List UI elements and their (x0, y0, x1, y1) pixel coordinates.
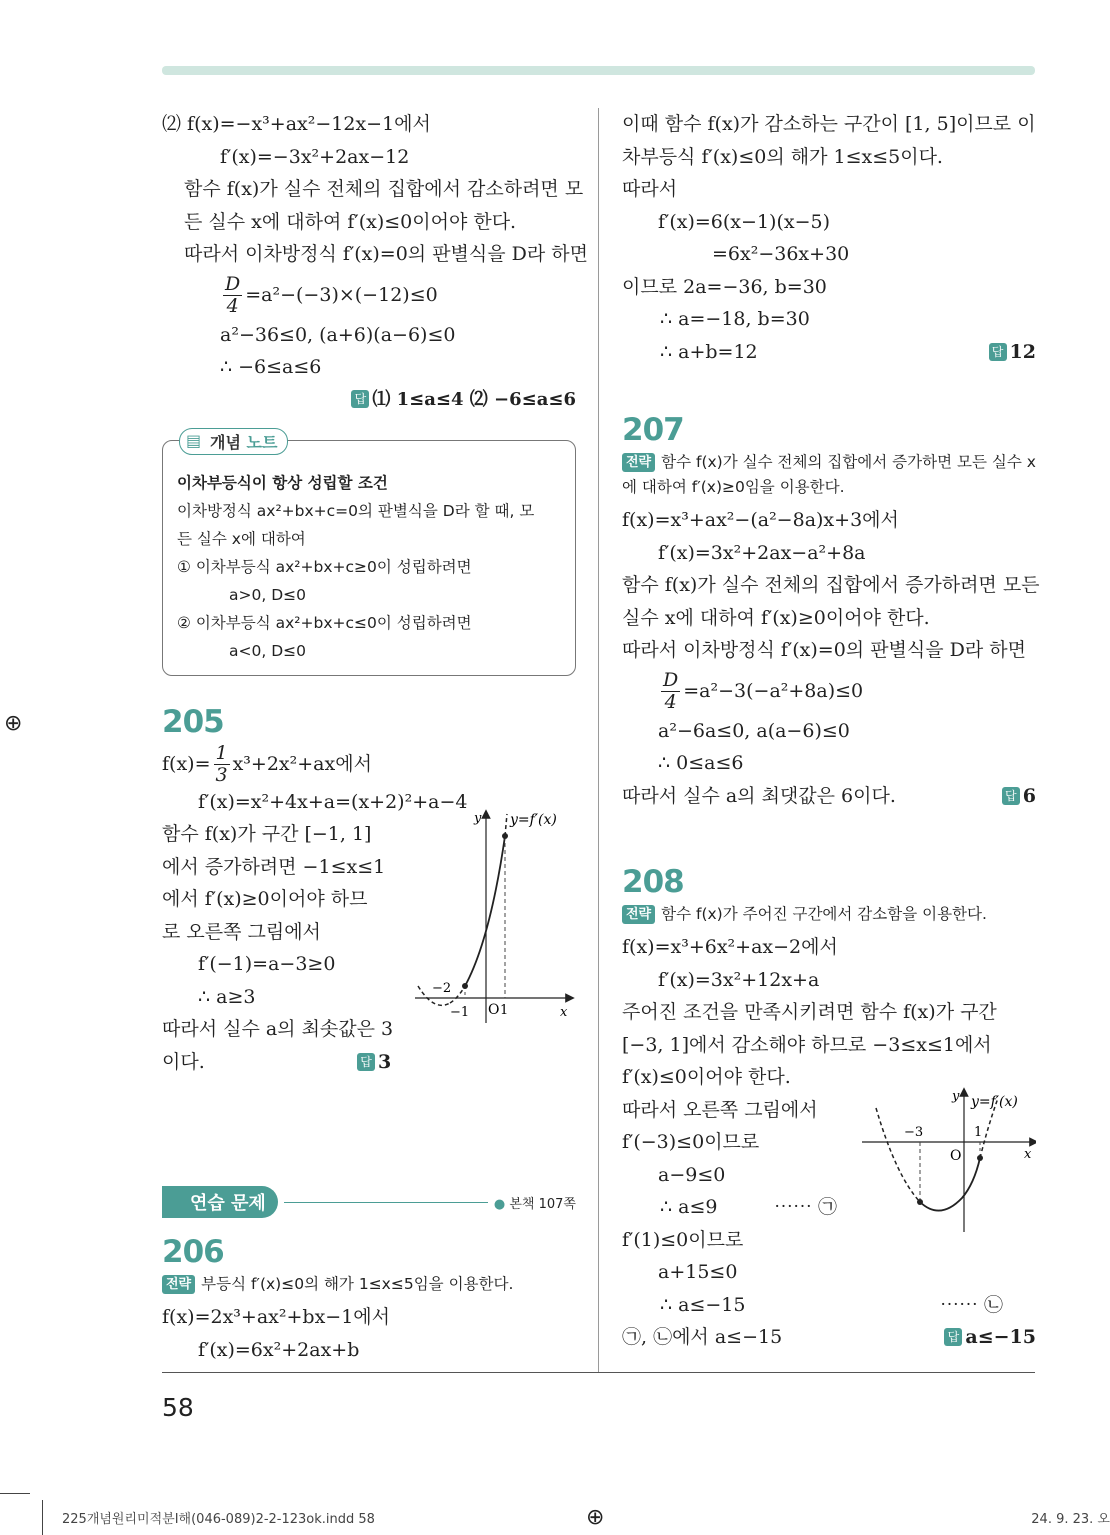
point (462, 983, 468, 989)
text-line: a²−6a≤0, a(a−6)≤0 (658, 719, 850, 742)
x-label: x (1024, 1146, 1032, 1162)
text-span: ∴ a≤9 (660, 1196, 718, 1218)
strategy-tag: 전략 (162, 1275, 195, 1294)
note-line: a>0, D≤0 (229, 585, 306, 604)
text-line: ∴ −6≤a≤6 (220, 356, 322, 378)
text-span: 이다. (162, 1050, 205, 1073)
text-line: 주어진 조건을 만족시키려면 함수 f(x)가 구간 (622, 1001, 997, 1023)
note-label-1: 개념 (210, 432, 241, 452)
strategy-207-cont: 에 대하여 f′(x)≥0임을 이용한다. (622, 478, 845, 496)
answer-208 (944, 1321, 1036, 1354)
curve-label: y=f′(x) (510, 812, 557, 828)
text-line: ∴ 0≤a≤6 (658, 752, 744, 774)
origin-label: O (488, 1002, 500, 1018)
answer-badge: 답 (944, 1328, 962, 1346)
text-line: f′(x)=x²+4x+a=(x+2)²+a−4 (198, 790, 468, 813)
answer-value: a≤−15 (965, 1326, 1036, 1348)
text-line: 에서 증가하려면 −1≤x≤1 (162, 855, 386, 878)
denominator: 4 (664, 691, 677, 713)
answer-value: ⑴ 1≤a≤4 ⑵ −6≤a≤6 (372, 388, 576, 410)
footer-rule (162, 1372, 1035, 1373)
notebook-icon: ▤ (186, 430, 202, 450)
curve-dashed (876, 1108, 920, 1202)
text-line: a+15≤0 (658, 1261, 738, 1283)
text-line: [−3, 1]에서 감소해야 하므로 −3≤x≤1에서 (622, 1033, 992, 1056)
point (977, 1155, 983, 1161)
text-line (162, 1046, 576, 1079)
answer-value: 6 (1022, 784, 1036, 807)
footer-file: 225개념원리미적분Ⅰ해(046-089)2-2-123ok.indd 58 (62, 1512, 375, 1527)
problem-number-205: 205 (162, 703, 224, 740)
answer-value: 12 (1009, 340, 1036, 363)
text-span: f(x)= (162, 752, 211, 775)
practice-ref-text: 본책 107쪽 (509, 1196, 576, 1212)
text-line: 차부등식 f′(x)≤0의 해가 1≤x≤5이다. (622, 145, 943, 168)
fraction (214, 744, 230, 785)
answer-206 (989, 336, 1036, 369)
fraction-line (162, 271, 576, 319)
text-line: 로 오른쪽 그림에서 (162, 920, 321, 943)
practice-ref (494, 1193, 576, 1212)
text-span: ∴ a≤−15 (660, 1293, 746, 1316)
graph-205 (410, 808, 580, 1028)
point (502, 833, 508, 839)
point (917, 1199, 923, 1205)
x-label: x (560, 1005, 568, 1020)
header-bar (162, 66, 1035, 75)
note-title: 이차부등식이 항상 성립할 조건 (177, 473, 388, 492)
text-span: ∴ a+b=12 (660, 340, 758, 363)
answer-badge: 답 (357, 1053, 375, 1071)
text-line: 따라서 오른쪽 그림에서 (622, 1098, 818, 1121)
column-divider (598, 108, 599, 1373)
strategy-tag: 전략 (622, 905, 655, 924)
text-line: 따라서 (622, 178, 678, 200)
note-line: 이차방정식 ax²+bx+c=0의 판별식을 D라 할 때, 모 (177, 501, 535, 520)
curve-dashed (505, 814, 507, 836)
problem-number-208: 208 (622, 864, 684, 900)
strategy-208 (622, 902, 1036, 927)
curve-solid (920, 1158, 980, 1211)
problem-number-207: 207 (622, 412, 684, 448)
crop-mark (0, 1493, 30, 1494)
strategy-tag: 전략 (622, 453, 655, 472)
fraction (223, 275, 242, 316)
equation-marker: ⋯⋯ ㉠ (774, 1196, 838, 1218)
practice-rule (284, 1202, 488, 1203)
answer-value: 3 (378, 1050, 392, 1073)
note-line: ① 이차부등식 ax²+bx+c≥0이 성립하려면 (177, 557, 472, 576)
text-line (622, 780, 1036, 813)
footer-date: 24. 9. 23. 오 (1031, 1512, 1110, 1527)
text-line: f′(x)≤0이어야 한다. (622, 1066, 791, 1088)
origin-label: O (950, 1147, 962, 1164)
strategy-206 (162, 1272, 576, 1297)
text-line: 따라서 실수 a의 최솟값은 3 (162, 1018, 394, 1040)
text-span: =a²−3(−a²+8a)≤0 (683, 679, 864, 702)
registration-mark-icon: ⊕ (4, 711, 23, 736)
text-line: ∴ a≥3 (198, 985, 256, 1008)
answer-205 (357, 1046, 391, 1079)
text-line: =6x²−36x+30 (712, 243, 850, 265)
text-line: 따라서 이차방정식 f′(x)=0의 판별식을 D라 하면 (184, 243, 588, 265)
note-label (179, 428, 288, 455)
answer-badge: 답 (1002, 787, 1020, 805)
text-line: f′(x)=6(x−1)(x−5) (658, 210, 830, 233)
text-span: 따라서 실수 a의 최댓값은 6이다. (622, 784, 896, 807)
equation-marker: ⋯⋯ ㉡ (940, 1293, 1004, 1316)
strategy-207 (622, 450, 1036, 475)
text-line: f′(−3)≤0이므로 (622, 1131, 760, 1153)
numerator: 1 (215, 742, 228, 764)
problem-number-206: 206 (162, 1234, 224, 1270)
problem-205-body (162, 811, 576, 1078)
text-line: 함수 f(x)가 구간 [−1, 1] (162, 823, 372, 845)
text-line: f′(1)≤0이므로 (622, 1228, 744, 1251)
note-label-2: 노트 (246, 432, 278, 452)
answer-badge: 답 (989, 343, 1007, 361)
page-number: 58 (162, 1393, 194, 1422)
text-line: f(x)=x³+ax²−(a²−8a)x+3에서 (622, 509, 899, 531)
strategy-text: 부등식 f′(x)≤0의 해가 1≤x≤5임을 이용한다. (201, 1275, 514, 1293)
tick-label: −1 (450, 1005, 470, 1020)
denominator: 3 (215, 764, 228, 786)
fraction (661, 671, 680, 712)
strategy-text: 함수 f(x)가 주어진 구간에서 감소함을 이용한다. (661, 905, 987, 923)
problem-208-body (622, 1088, 1036, 1354)
curve-dashed (450, 986, 465, 1003)
text-line: =a²−(−3)×(−12)≤0 (245, 283, 438, 306)
curve-solid (465, 836, 505, 986)
fraction-line (622, 667, 1036, 715)
answer-badge: 답 (351, 390, 369, 408)
text-line (622, 1321, 1036, 1354)
tick-label: −2 (432, 981, 452, 996)
text-line: f′(x)=−3x²+2ax−12 (220, 145, 410, 168)
registration-mark-icon: ⊕ (586, 1505, 605, 1530)
text-line: f′(x)=6x²+2ax+b (198, 1338, 360, 1361)
numerator: D (225, 273, 241, 295)
tick-label: 1 (974, 1124, 983, 1140)
note-line: 든 실수 x에 대하여 (177, 529, 306, 548)
note-line: a<0, D≤0 (229, 641, 306, 660)
text-line: a²−36≤0, (a+6)(a−6)≤0 (220, 323, 456, 346)
denominator: 4 (226, 295, 239, 317)
text-line: 실수 x에 대하여 f′(x)≥0이어야 한다. (622, 606, 930, 629)
text-line: f(x)=2x³+ax²+bx−1에서 (162, 1306, 391, 1328)
text-line (622, 336, 1036, 369)
text-line (162, 742, 576, 786)
y-label: y (474, 811, 482, 826)
text-line: 함수 f(x)가 실수 전체의 집합에서 감소하려면 모 (184, 178, 584, 200)
right-column (622, 108, 1040, 1354)
text-line: 이므로 2a=−36, b=30 (622, 275, 827, 298)
text-line: 든 실수 x에 대하여 f′(x)≤0이어야 한다. (184, 210, 517, 233)
text-line: f′(x)=3x²+2ax−a²+8a (658, 541, 866, 564)
answer-204 (162, 384, 576, 416)
text-line: f′(−1)=a−3≥0 (198, 953, 336, 975)
practice-header (162, 1180, 576, 1224)
curve-label: y=f′(x) (971, 1093, 1018, 1110)
numerator: D (663, 669, 679, 691)
concept-note (162, 430, 576, 676)
text-line: 함수 f(x)가 실수 전체의 집합에서 증가하려면 모든 (622, 574, 1040, 596)
strategy-text: 함수 f(x)가 실수 전체의 집합에서 증가하면 모든 실수 x (661, 453, 1036, 471)
text-line: f(x)=x³+6x²+ax−2에서 (622, 936, 838, 958)
crop-mark (42, 1500, 43, 1535)
text-span: ㉠, ㉡에서 a≤−15 (622, 1326, 783, 1348)
text-line: 에서 f′(x)≥0이어야 하므 (162, 888, 368, 910)
graph-208 (860, 1086, 1036, 1236)
text-line: f′(x)=3x²+12x+a (658, 968, 820, 991)
bullet-icon: ● (493, 1196, 506, 1212)
left-column (162, 108, 588, 1366)
text-line: ⑵ f(x)=−x³+ax²−12x−1에서 (162, 113, 431, 135)
tick-label: 1 (500, 1003, 509, 1018)
text-line: 따라서 이차방정식 f′(x)=0의 판별식을 D라 하면 (622, 639, 1026, 661)
text-line (622, 1289, 1036, 1322)
text-line: ∴ a=−18, b=30 (660, 308, 810, 330)
text-line: a−9≤0 (658, 1163, 726, 1186)
practice-label: 연습 문제 (162, 1186, 278, 1218)
y-label: y (952, 1088, 960, 1104)
answer-207 (1002, 780, 1036, 813)
text-span: x³+2x²+ax에서 (232, 752, 372, 775)
note-line: ② 이차부등식 ax²+bx+c≤0이 성립하려면 (177, 613, 472, 632)
text-line: 이때 함수 f(x)가 감소하는 구간이 [1, 5]이므로 이 (622, 113, 1036, 135)
tick-label: −3 (904, 1124, 924, 1140)
